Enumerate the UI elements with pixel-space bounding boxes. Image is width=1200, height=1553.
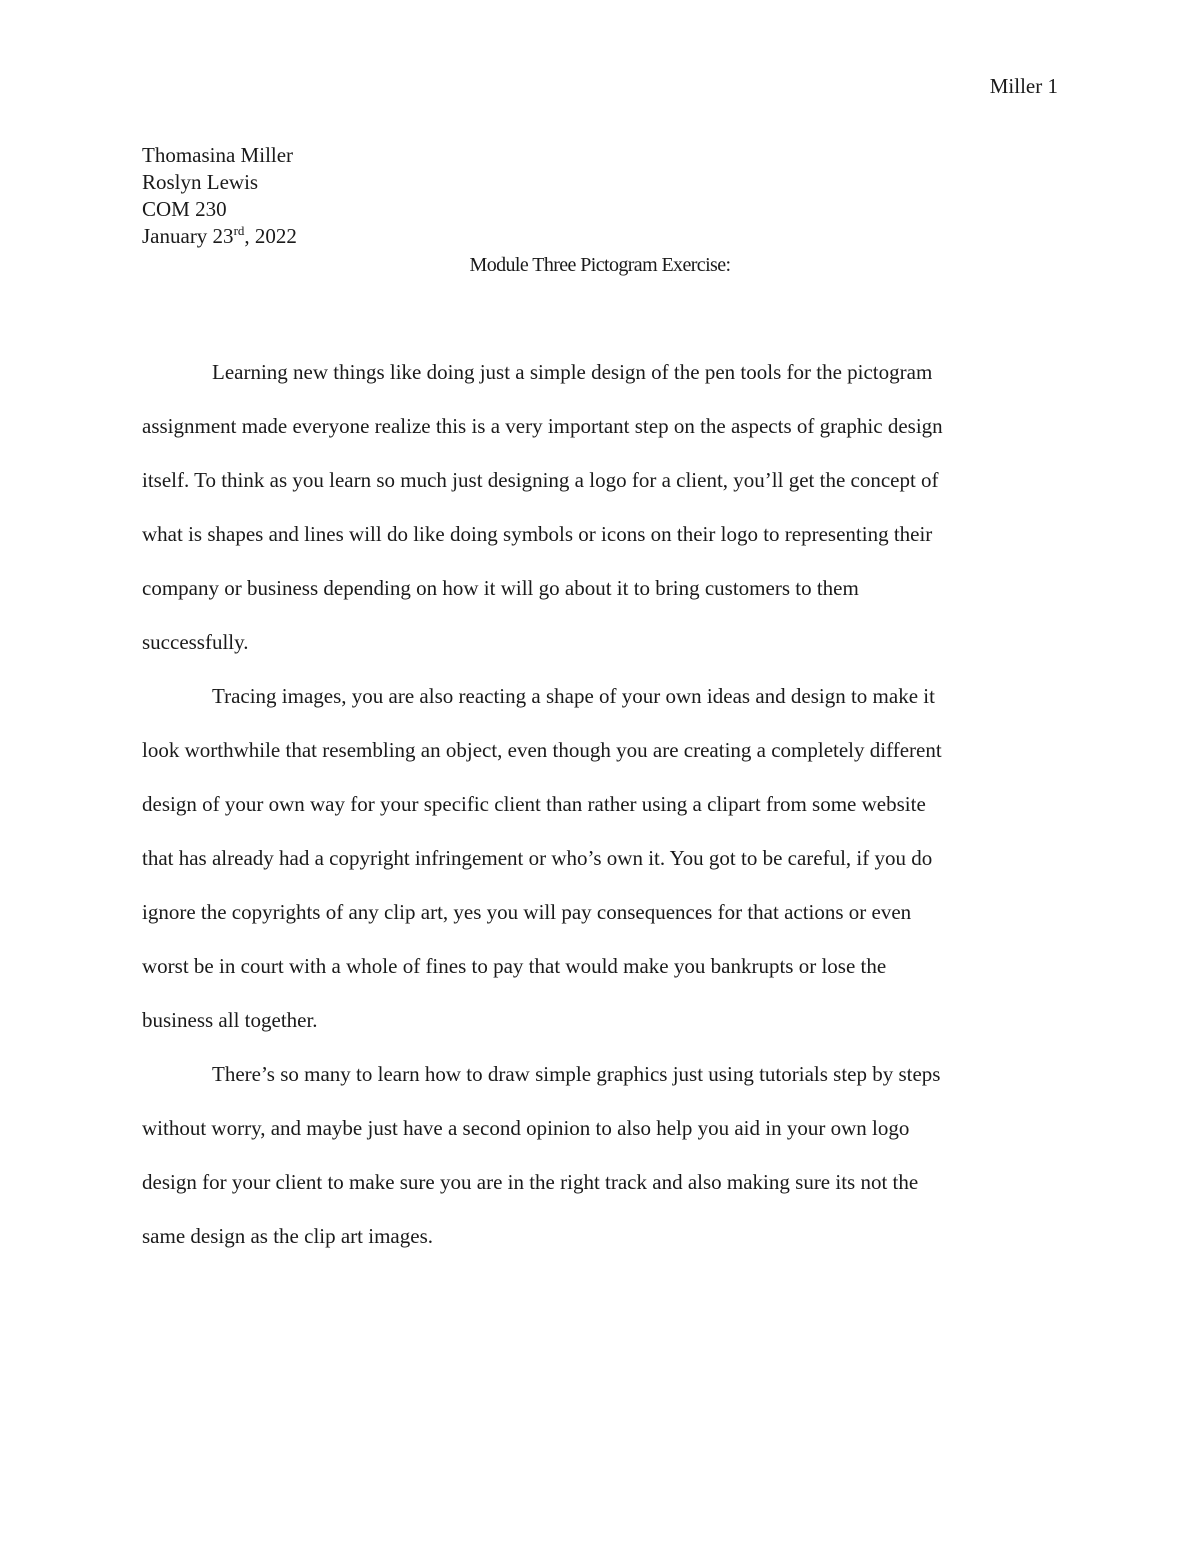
paragraph-3-line: without worry, and maybe just have a second opinion to also help you aid in your own logo: [142, 1116, 910, 1140]
student-name: Thomasina Miller: [142, 143, 294, 167]
paragraph-3-line: There’s so many to learn how to draw simple graphics just using tutorials step by steps: [212, 1062, 941, 1086]
paragraph-1-line: itself. To think as you learn so much just designing a logo for a client, you’ll get the concept of: [142, 468, 939, 492]
paragraph-2-line: ignore the copyrights of any clip art, yes you will pay consequences for that actions or even: [142, 900, 912, 924]
paragraph-2-line: design of your own way for your specific client than rather using a clipart from some website: [142, 792, 926, 816]
essay-body: [142, 357, 1062, 1275]
mla-heading: [142, 142, 297, 250]
date-year: , 2022: [244, 224, 297, 248]
paragraph-1-line: company or business depending on how it will go about it to bring customers to them: [142, 576, 859, 600]
course-name: COM 230: [142, 197, 227, 221]
date-ordinal-suffix: rd: [233, 223, 245, 238]
paragraph-2-line: worst be in court with a whole of fines to pay that would make you bankrupts or lose the: [142, 954, 887, 978]
paragraph-3-line: design for your client to make sure you are in the right track and also making sure its not the: [142, 1170, 919, 1194]
paragraph-2-line: that has already had a copyright infringement or who’s own it. You got to be careful, if you do: [142, 846, 933, 870]
page-header: Miller 1: [989, 74, 1058, 98]
document-title: Module Three Pictogram Exercise:: [469, 254, 731, 276]
paragraph-3-line: same design as the clip art images.: [142, 1224, 433, 1248]
paragraph-1-line: successfully.: [142, 630, 249, 654]
paragraph-2-line: business all together.: [142, 1008, 318, 1032]
date-line: [142, 223, 297, 250]
instructor-name: Roslyn Lewis: [142, 170, 259, 194]
paragraph-1-line: Learning new things like doing just a simple design of the pen tools for the pictogram: [212, 360, 933, 384]
paragraph-2-line: Tracing images, you are also reacting a shape of your own ideas and design to make it: [212, 684, 935, 708]
date-text: January 23: [142, 224, 234, 248]
paragraph-1-line: what is shapes and lines will do like doing symbols or icons on their logo to representing their: [142, 522, 933, 546]
paragraph-2-line: look worthwhile that resembling an object, even though you are creating a completely different: [142, 738, 942, 762]
paragraph-1-line: assignment made everyone realize this is a very important step on the aspects of graphic design: [142, 414, 943, 438]
